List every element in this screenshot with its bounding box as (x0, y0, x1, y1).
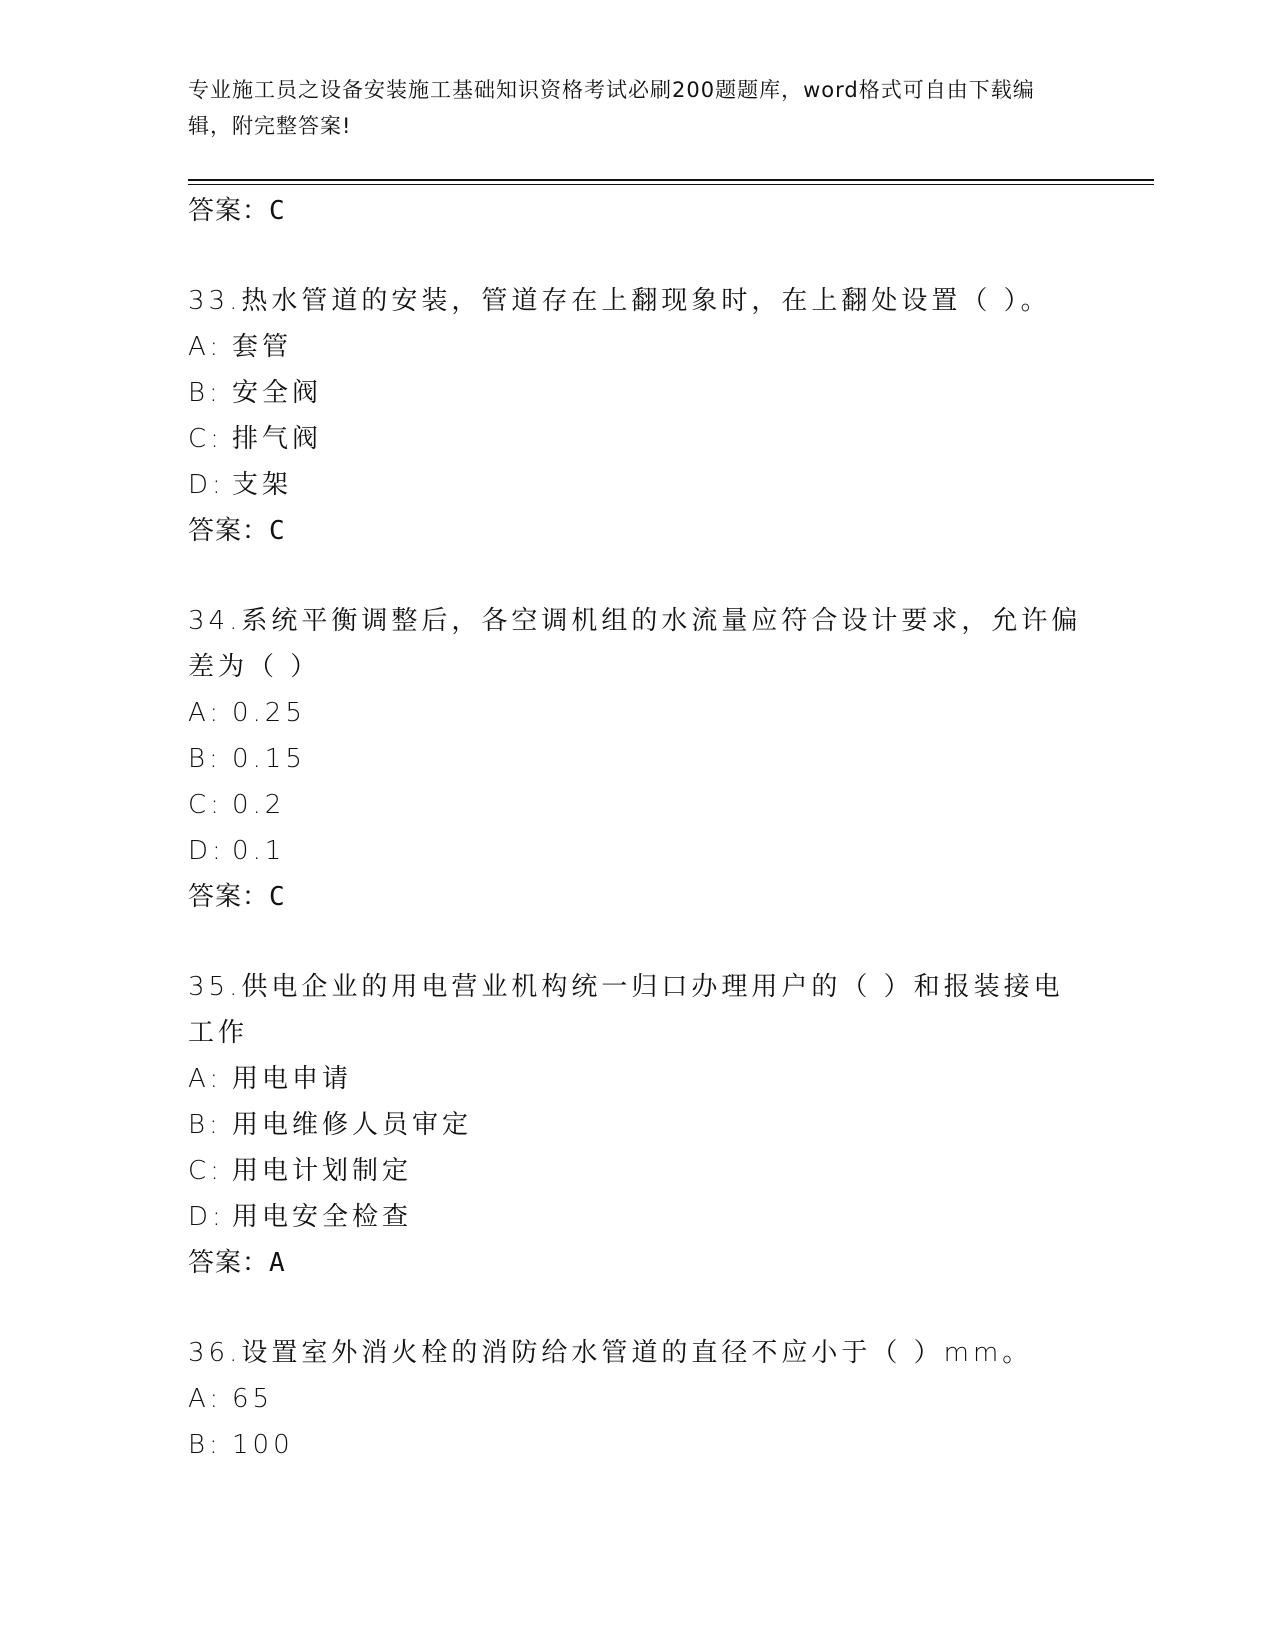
question-stem: 33.热水管道的安装，管道存在上翻现象时，在上翻处设置（ ）。 (188, 286, 1051, 316)
option-row (188, 1056, 1088, 1102)
option-letter: A: (188, 698, 223, 728)
question-spacer (188, 554, 1088, 598)
option-row (188, 1194, 1088, 1240)
option-row (188, 416, 1088, 462)
option-letter: C: (188, 424, 223, 454)
option-row (188, 462, 1088, 508)
option-text: 用电维修人员审定 (232, 1110, 473, 1140)
answer-line (188, 874, 1088, 920)
answer-line (188, 188, 1088, 234)
answer-value: A (269, 1248, 286, 1278)
question-spacer (188, 234, 1088, 278)
option-letter: B: (188, 1430, 222, 1460)
answer-prefix: 答案： (188, 1248, 270, 1278)
header-rule-thick (188, 179, 1154, 181)
answer-prefix: 答案： (188, 196, 270, 226)
option-text: 100 (232, 1430, 294, 1460)
answer-value: C (269, 516, 286, 546)
option-text: 排气阀 (232, 424, 323, 454)
option-text: 0.15 (232, 744, 306, 774)
option-letter: D: (188, 470, 225, 500)
answer-line (188, 508, 1088, 554)
option-letter: C: (188, 790, 223, 820)
option-row (188, 782, 1088, 828)
question-spacer (188, 920, 1088, 964)
option-row (188, 1376, 1088, 1422)
option-letter: C: (188, 1156, 223, 1186)
option-text: 0.1 (232, 836, 286, 866)
option-row (188, 370, 1088, 416)
option-letter: D: (188, 1202, 225, 1232)
option-letter: A: (188, 332, 223, 362)
option-text: 套管 (232, 332, 293, 362)
option-letter: A: (188, 1384, 223, 1414)
option-letter: B: (188, 744, 222, 774)
answer-line (188, 1240, 1088, 1286)
option-letter: D: (188, 836, 225, 866)
option-letter: B: (188, 378, 222, 408)
option-letter: B: (188, 1110, 222, 1140)
option-row (188, 736, 1088, 782)
answer-value: C (269, 882, 286, 912)
question-stem: 36.设置室外消火栓的消防给水管道的直径不应小于（ ）mm。 (188, 1338, 1033, 1368)
option-row (188, 828, 1088, 874)
document-header: 专业施工员之设备安装施工基础知识资格考试必刷200题题库，word格式可自由下载编辑，附完整答案! (188, 78, 1035, 138)
option-text: 支架 (232, 470, 293, 500)
question-list (188, 188, 1088, 1468)
question-stem: 35.供电企业的用电营业机构统一归口办理用户的（ ）和报装接电工作 (188, 972, 1064, 1048)
option-text: 安全阀 (232, 378, 323, 408)
answer-prefix: 答案： (188, 516, 270, 546)
question-spacer (188, 1286, 1088, 1330)
option-text: 用电安全检查 (232, 1202, 413, 1232)
option-letter: A: (188, 1064, 223, 1094)
header-rule-thin (188, 184, 1154, 185)
option-row (188, 1102, 1088, 1148)
option-text: 0.25 (232, 698, 306, 728)
option-text: 65 (232, 1384, 274, 1414)
option-row (188, 324, 1088, 370)
option-text: 用电计划制定 (232, 1156, 413, 1186)
answer-value: C (269, 196, 286, 226)
option-text: 用电申请 (232, 1064, 353, 1094)
option-row (188, 690, 1088, 736)
question-stem: 34.系统平衡调整后，各空调机组的水流量应符合设计要求，允许偏差为（ ） (188, 606, 1082, 682)
option-row (188, 1422, 1088, 1468)
option-row (188, 1148, 1088, 1194)
option-text: 0.2 (232, 790, 286, 820)
answer-prefix: 答案： (188, 882, 270, 912)
